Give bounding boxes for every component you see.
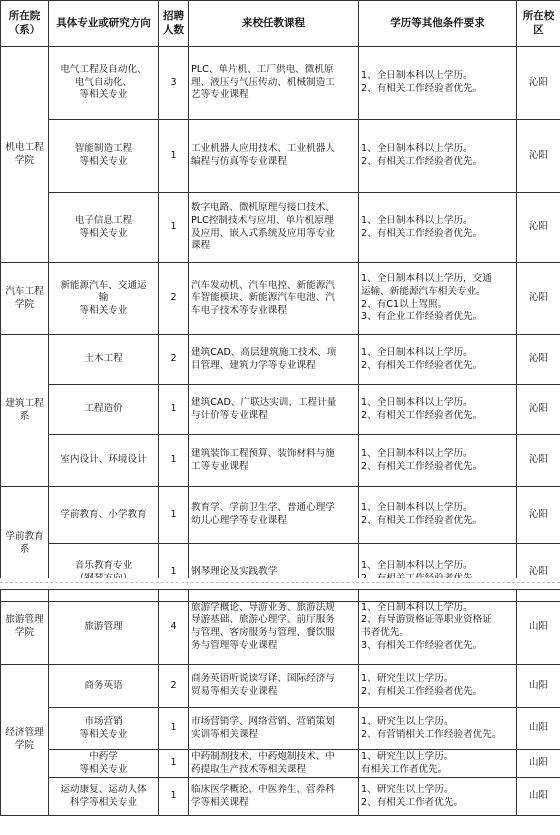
requirements-cell xyxy=(359,750,517,778)
cell-line: 学前教育、小学教育 xyxy=(60,508,147,520)
cell-line: 2、有营销相关工作经验者优先。 xyxy=(361,728,502,740)
campus-cell: 山阳 xyxy=(517,750,560,778)
campus-cell: 沁阳 xyxy=(517,263,560,335)
requirements-cell xyxy=(359,335,517,385)
campus-cell: 沁阳 xyxy=(517,544,560,602)
major-cell xyxy=(49,120,159,193)
cell-line: 等相关专业 xyxy=(79,304,128,316)
requirements-cell xyxy=(359,708,517,750)
table-row xyxy=(1,750,560,778)
cell-line: 2、有相关工作经验者优先。 xyxy=(361,227,483,239)
campus-cell: 沁阳 xyxy=(517,335,560,385)
cell-line: 1、研究生以上学历。 xyxy=(361,783,454,795)
cell-line: 科学等相关专业 xyxy=(69,796,138,808)
cell-line: 建筑CAD、广联达实训、工程计量 xyxy=(191,396,337,408)
cell-line: 2、有相关工作经验者优先。 xyxy=(361,460,483,472)
cell-line: 旅游学概论、导游业务、旅游法规 xyxy=(191,601,335,613)
cell-line: PLC控制技术与应用、单片机原理 xyxy=(191,214,334,226)
cell-line: 临床医学概论、中医养生、营养科 xyxy=(191,783,335,795)
table-row xyxy=(1,590,560,665)
cell-line: 贸易等相关专业课程 xyxy=(191,686,278,697)
courses-cell xyxy=(189,47,359,120)
cell-line: 工等专业课程 xyxy=(191,460,249,472)
cell-line: 土木工程 xyxy=(84,353,123,365)
courses-cell xyxy=(189,263,359,335)
table-header-row xyxy=(1,1,560,47)
campus-cell: 山阳 xyxy=(517,590,560,665)
requirements-cell xyxy=(359,120,517,193)
major-cell xyxy=(49,750,159,778)
requirements-cell xyxy=(359,385,517,435)
dept-cell: 经济管理学院 xyxy=(1,665,49,816)
cell-line: 书者优先。 xyxy=(361,627,409,638)
major-cell xyxy=(49,193,159,263)
dept-cell: 建筑工程系 xyxy=(1,335,49,487)
cell-line: 导游基础、旅游心理学、前厅服务 xyxy=(191,614,335,626)
cell-line: 教育学、学前卫生学、普通心理学 xyxy=(191,502,335,514)
cell-line: 音乐教育专业 xyxy=(74,559,133,571)
major-cell xyxy=(49,435,159,487)
header-campus: 所在校区 xyxy=(517,1,560,47)
table-row xyxy=(1,487,560,544)
cell-line: 1、全日制本科以上学历。 xyxy=(361,447,473,459)
count-cell: 1 xyxy=(159,385,189,435)
cell-line: 商务英语听说读写译、国际经济与 xyxy=(191,673,335,685)
cell-line: 药提取生产技术等相关课程 xyxy=(191,763,307,775)
campus-cell: 沁阳 xyxy=(517,435,560,487)
cell-line: 2、有相关工作者优先。 xyxy=(361,796,464,808)
cell-line: 及应用、嵌入式系统及应用等专业 xyxy=(191,227,335,239)
count-cell: 1 xyxy=(159,193,189,263)
campus-cell: 沁阳 xyxy=(517,120,560,193)
campus-cell: 山阳 xyxy=(517,778,560,816)
requirements-cell xyxy=(359,778,517,816)
table-row xyxy=(1,335,560,385)
courses-cell xyxy=(189,778,359,816)
cell-line: 1、全日制本科以上学历。 xyxy=(361,559,473,571)
cell-line: 等相关专业 xyxy=(79,763,128,775)
table-row xyxy=(1,193,560,263)
cell-line: 2、有相关工作经验者优先。 xyxy=(361,83,483,94)
major-cell xyxy=(49,385,159,435)
major-cell xyxy=(49,590,159,665)
cell-line: 1、全日制本科以上学历。 xyxy=(361,396,473,408)
major-cell xyxy=(49,47,159,120)
courses-cell xyxy=(189,750,359,778)
requirements-cell xyxy=(359,193,517,263)
cell-line: 运输、新能源汽车相关专业。 xyxy=(361,285,486,297)
campus-cell: 山阳 xyxy=(517,665,560,708)
requirements-cell xyxy=(359,263,517,335)
page-break-divider xyxy=(0,582,560,583)
count-cell: 1 xyxy=(159,435,189,487)
major-cell xyxy=(49,708,159,750)
cell-line: 2、有C1以上驾照。 xyxy=(361,298,448,310)
dept-cell: 汽车工程学院 xyxy=(1,263,49,335)
cell-line: 智能制造工程 xyxy=(74,143,133,155)
table-row xyxy=(1,778,560,816)
cell-line: 钢琴理论及实践教学 xyxy=(191,566,278,578)
cell-line: 电气工程及自动化、 xyxy=(60,64,147,76)
count-cell: 1 xyxy=(159,750,189,778)
table-row xyxy=(1,120,560,193)
cell-line: 2、有相关工作经验者优先。 xyxy=(361,359,483,371)
cell-line: 2、有相关工作经验者优先。 xyxy=(361,156,483,167)
count-cell: 1 xyxy=(159,778,189,816)
major-cell xyxy=(49,665,159,708)
cell-line: 商务英语 xyxy=(84,679,123,691)
campus-cell: 沁阳 xyxy=(517,385,560,435)
table-row xyxy=(1,47,560,120)
dept-cell: 机电工程学院 xyxy=(1,47,49,263)
header-dept: 所在院（系） xyxy=(1,1,49,47)
courses-cell xyxy=(189,193,359,263)
courses-cell xyxy=(189,435,359,487)
count-cell: 1 xyxy=(159,544,189,602)
requirements-cell xyxy=(359,590,517,665)
table-row xyxy=(1,385,560,435)
recruitment-table-bottom xyxy=(0,589,560,816)
requirements-cell xyxy=(359,665,517,708)
cell-line: 1、全日制本科以上学历。 xyxy=(361,502,473,514)
header-courses: 来校任教课程 xyxy=(189,1,359,47)
courses-cell xyxy=(189,590,359,665)
cell-line: 等相关专业 xyxy=(79,728,128,740)
cell-line: 与计价等专业课程 xyxy=(191,409,268,421)
cell-line: 市场营销 xyxy=(84,715,123,727)
cell-line: 1、全日制本科以上学历。 xyxy=(361,601,473,613)
cell-line: 旅游管理 xyxy=(84,620,123,632)
courses-cell xyxy=(189,708,359,750)
courses-cell xyxy=(189,487,359,544)
cell-line: 有相关工作者优先。 xyxy=(361,763,448,775)
cell-line: 汽车发动机、汽车电控、新能源汽 xyxy=(191,279,335,291)
page-gap xyxy=(0,578,560,589)
major-cell xyxy=(49,778,159,816)
major-cell xyxy=(49,335,159,385)
cell-line: 1、全日制本科以上学历。 xyxy=(361,346,473,358)
cell-line: 数字电路、微机原理与接口技术、 xyxy=(191,202,335,214)
header-major: 具体专业或研究方向 xyxy=(49,1,159,47)
courses-cell xyxy=(189,665,359,708)
header-reqs: 学历等其他条件要求 xyxy=(359,1,517,47)
cell-line: 室内设计、环境设计 xyxy=(60,454,147,466)
cell-line: 艺等专业课程 xyxy=(191,89,249,101)
cell-line: 幼儿心理学等专业课程 xyxy=(191,515,287,526)
courses-cell xyxy=(189,335,359,385)
cell-line: 建筑CAD、高层建筑施工技术、项 xyxy=(191,346,337,358)
campus-cell: 沁阳 xyxy=(517,47,560,120)
count-cell: 1 xyxy=(159,120,189,193)
table-row xyxy=(1,708,560,750)
cell-line: 等相关专业 xyxy=(79,89,128,101)
cell-line: 中药制剂技术、中药炮制技术、中 xyxy=(191,750,335,762)
cell-line: 3、有相关工作经验者优先。 xyxy=(361,639,483,651)
count-cell: 2 xyxy=(159,335,189,385)
cell-line: 电子信息工程 xyxy=(74,214,133,226)
cell-line: 建筑装饰工程预算、装饰材料与施 xyxy=(191,447,335,459)
cell-line: 新能源汽车、交通运 xyxy=(60,279,147,291)
count-cell: 2 xyxy=(159,263,189,335)
cell-line: 务与管理等专业课程 xyxy=(191,639,278,651)
major-cell xyxy=(49,263,159,335)
cell-line: 实训等相关课程 xyxy=(191,728,259,740)
cell-line: 1、全日制本科以上学历，交通 xyxy=(361,273,492,285)
cell-line: 1、研究生以上学历。 xyxy=(361,715,454,727)
dept-cell: 旅游管理学院 xyxy=(1,590,49,665)
cell-line: 学等相关课程 xyxy=(191,796,249,808)
table-row xyxy=(1,435,560,487)
cell-line: 工业机器人应用技术、工业机器人 xyxy=(191,143,335,155)
cell-line: 编程与仿真等专业课程 xyxy=(191,156,287,167)
table-row xyxy=(1,665,560,708)
courses-cell xyxy=(189,120,359,193)
cell-line: 与管理、客房服务与管理、餐饮服 xyxy=(191,627,335,638)
cell-line: 1、研究生以上学历。 xyxy=(361,673,454,685)
cell-line: 输 xyxy=(98,292,109,304)
cell-line: 1、全日制本科以上学历。 xyxy=(361,143,473,155)
header-count: 招聘人数 xyxy=(159,1,189,47)
requirements-cell xyxy=(359,47,517,120)
cell-line: 等相关专业 xyxy=(79,227,128,239)
cell-line: 理、液压与气压传动、机械制造工 xyxy=(191,76,335,88)
cell-line: 2、有导游资格证等职业资格证 xyxy=(361,614,492,626)
count-cell: 4 xyxy=(159,590,189,665)
cell-line: 车智能模块、新能源汽车电池、汽 xyxy=(191,292,335,304)
requirements-cell xyxy=(359,435,517,487)
cell-line: 市场营销学、网络营销、营销策划 xyxy=(191,715,335,727)
cell-line: 1、全日制本科以上学历。 xyxy=(361,214,473,226)
count-cell: 3 xyxy=(159,47,189,120)
count-cell: 1 xyxy=(159,487,189,544)
campus-cell: 山阳 xyxy=(517,708,560,750)
cell-line: 课程 xyxy=(191,240,211,252)
cell-line: 1、全日制本科以上学历。 xyxy=(361,70,473,82)
requirements-cell xyxy=(359,487,517,544)
cell-line: 电气自动化、 xyxy=(74,76,133,88)
major-cell xyxy=(49,487,159,544)
cell-line: 目管理、建筑力学等专业课程 xyxy=(191,359,316,371)
campus-cell: 沁阳 xyxy=(517,193,560,263)
count-cell: 1 xyxy=(159,708,189,750)
cell-line: 中药学 xyxy=(89,750,118,762)
cell-line: 工程造价 xyxy=(84,403,123,415)
table-row xyxy=(1,263,560,335)
cell-line: 车电子技术等专业课程 xyxy=(191,304,287,316)
campus-cell: 沁阳 xyxy=(517,487,560,544)
cell-line: 2、有相关工作经验者优先。 xyxy=(361,409,483,421)
cell-line: 3、有企业工作经验者优先。 xyxy=(361,311,483,323)
cell-line: 1、研究生以上学历。 xyxy=(361,750,454,762)
dept-cell: 学前教育系 xyxy=(1,487,49,602)
courses-cell xyxy=(189,385,359,435)
cell-line: 2、有相关工作经验者优先。 xyxy=(361,686,483,697)
cell-line: 运动康复、运动人体 xyxy=(60,783,147,795)
cell-line: 2、有相关工作经验者优先。 xyxy=(361,515,483,526)
cell-line: PLC、单片机、工厂供电、微机原 xyxy=(191,64,334,76)
count-cell: 2 xyxy=(159,665,189,708)
cell-line: 等相关专业 xyxy=(79,156,128,167)
